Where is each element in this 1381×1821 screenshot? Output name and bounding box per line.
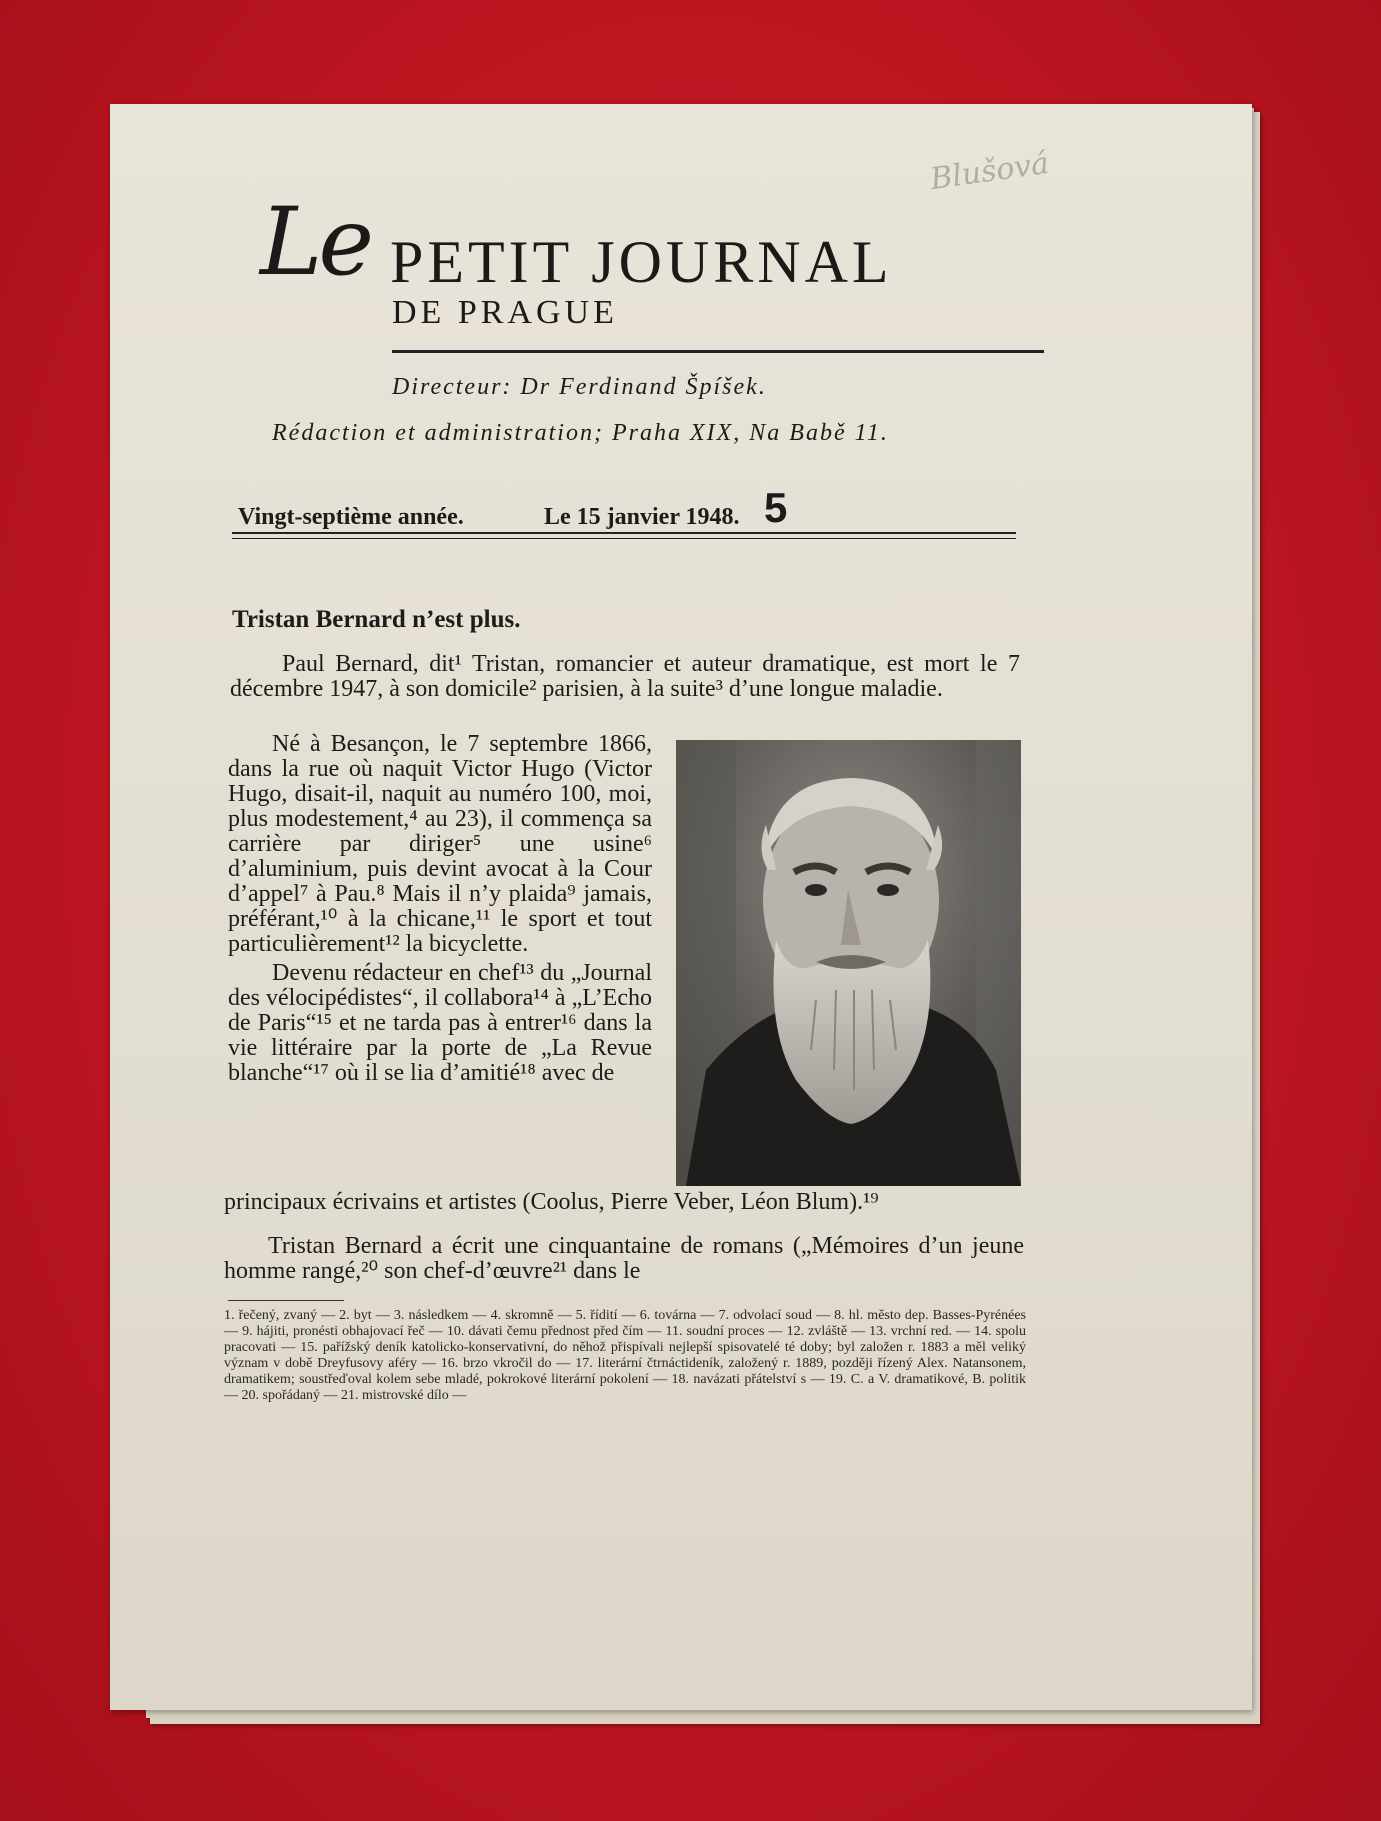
paragraph-2: Né à Besançon, le 7 septembre 1866, dans la rue où naquit Victor Hugo (Victor Hugo, disait-il, naquit au numéro 100, moi, plus modestement,⁴ au 23), il commença sa carrière par diriger⁵ une usine⁶ d’aluminium, puis devint avocat à la Cour d’appel⁷ à Pau.⁸ Mais il n’y plaida⁹ jamais, préférant,¹⁰ à la chicane,¹¹ le sport et tout particulièrement¹² la bicyclette. [228,731,652,957]
director-line: Directeur: Dr Ferdinand Špíšek. [392,374,767,400]
masthead-le: Le [260,188,371,297]
dateline [238,484,938,544]
paragraph-3: Devenu rédacteur en chef¹³ du „Journal des vélocipédistes“, il collabora¹⁴ à „L’Echo de Paris“¹⁵ et ne tarda pas à entrer¹⁶ dans la vie littéraire par la porte de „La Revue blanche“¹⁷ où il se lia d’amitié¹⁸ avec de [228,960,652,1086]
dateline-rule [232,532,1016,534]
year-label: Vingt-septième année. [238,504,464,530]
paragraph-3-continued: principaux écrivains et artistes (Coolus, Pierre Veber, Léon Blum).¹⁹ [224,1189,879,1215]
footnotes: 1. řečený, zvaný — 2. byt — 3. následkem — 4. skromně — 5. řídití — 6. továrna — 7. odvolací soud — 8. hl. město dep. Basses-Pyrénées — 9. hájiti, pronésti obhajovací řeč — 10. dávati čemu přednost před čím — 11. soudní proces — 12. zvláště — 13. vrchní red. — 14. spolu pracovati — 15. pařížský deník katolicko-konservativní, do něhož přispívali nejlepší spisovatelé té doby; byl založen r. 1883 a měl veliký význam v době Dreyfusovy aféry — 16. brzo vkročil do — 17. literární čtrnáctideník, založený r. 1889, později řízený Alex. Natansonem, dramatikem; soustřeďoval kolem sebe mladé, pokrokové literární pokolení — 18. navázati přátelství s — 19. C. a V. dramatikové, B. politik — 20. spořádaný — 21. mistrovské dílo — [224,1308,1026,1403]
article-column [228,732,652,1086]
pencil-annotation: Blušová [928,145,1052,198]
footnote-rule [228,1300,344,1301]
masthead-rule [392,350,1044,353]
paragraph-3-end [224,1190,1024,1215]
paragraph-1: Paul Bernard, dit¹ Tristan, romancier et auteur dramatique, est mort le 7 décembre 1947, à son domicile² parisien, à la suite³ d’une longue maladie. [230,651,1020,702]
article-title: Tristan Bernard n’est plus. [232,606,521,633]
paragraph-4: Tristan Bernard a écrit une cinquantaine de romans („Mémoires d’un jeune homme rangé,²⁰ son chef-d’œuvre²¹ dans le [224,1233,1024,1284]
issue-number: 5 [764,484,788,531]
newspaper-page [110,104,1252,1710]
masthead-title: PETIT JOURNAL [390,229,893,295]
dateline-rule-thin [232,538,1016,539]
issue-date: Le 15 janvier 1948. [544,504,740,530]
masthead-subtitle: DE PRAGUE [392,294,618,331]
redaction-line: Rédaction et administration; Praha XIX, Na Babě 11. [272,420,889,446]
portrait-illustration [676,740,1021,1186]
masthead [260,164,1060,464]
portrait-photo [676,740,1021,1186]
